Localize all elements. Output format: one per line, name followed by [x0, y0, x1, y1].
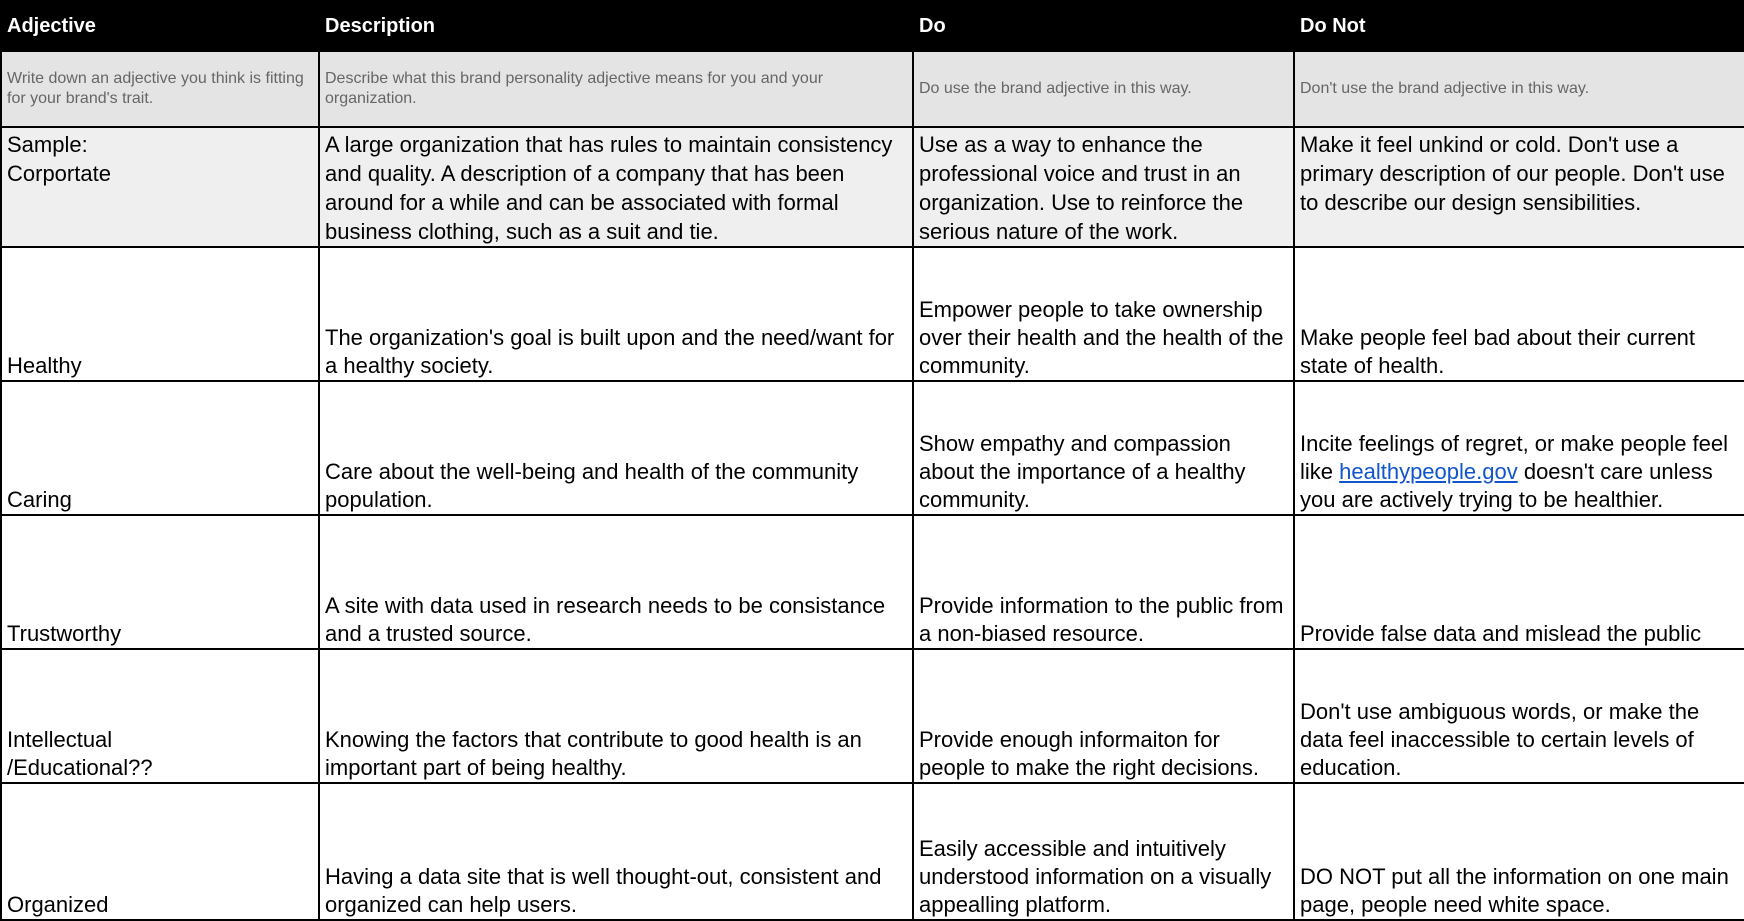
sample-description[interactable]: A large organization that has rules to maintain consistency and quality. A description of a company that has been around for a while and can be associated with formal business clothing, such as a suit and tie. — [319, 127, 913, 247]
do-cell[interactable]: Provide information to the public from a non-biased resource. — [913, 515, 1294, 649]
sample-do-not[interactable]: Make it feel unkind or cold. Don't use a primary description of our people. Don't use to describe our design sensibilities. — [1294, 127, 1744, 247]
description-cell[interactable]: Care about the well-being and health of the community population. — [319, 381, 913, 515]
do-not-cell[interactable]: Don't use ambiguous words, or make the data feel inaccessible to certain levels of education. — [1294, 649, 1744, 783]
do-cell[interactable]: Empower people to take ownership over their health and the health of the community. — [913, 247, 1294, 381]
table-row — [1, 649, 1744, 783]
header-row — [1, 1, 1744, 51]
table-row — [1, 247, 1744, 381]
adjective-line-1: Intellectual — [7, 727, 113, 752]
description-cell[interactable]: Knowing the factors that contribute to good health is an important part of being healthy. — [319, 649, 913, 783]
adjective-cell[interactable] — [1, 649, 319, 783]
adjective-cell[interactable]: Organized — [1, 783, 319, 920]
do-not-cell[interactable]: DO NOT put all the information on one main page, people need white space. — [1294, 783, 1744, 920]
do-not-text-after: doesn't care unless you are actively trying to be healthier. — [1300, 459, 1713, 512]
sample-adjective: Corportate — [7, 161, 111, 186]
header-do[interactable]: Do — [913, 1, 1294, 51]
header-description[interactable]: Description — [319, 1, 913, 51]
do-cell[interactable]: Show empathy and compassion about the importance of a healthy community. — [913, 381, 1294, 515]
table-row — [1, 515, 1744, 649]
help-do[interactable]: Do use the brand adjective in this way. — [913, 51, 1294, 127]
healthypeople-link[interactable]: healthypeople.gov — [1339, 459, 1518, 484]
adjective-cell[interactable]: Caring — [1, 381, 319, 515]
table-row — [1, 783, 1744, 920]
do-not-cell[interactable] — [1294, 381, 1744, 515]
sample-do[interactable]: Use as a way to enhance the professional voice and trust in an organization. Use to reinforce the serious nature of the work. — [913, 127, 1294, 247]
help-do-not[interactable]: Don't use the brand adjective in this way. — [1294, 51, 1744, 127]
adjective-cell[interactable]: Healthy — [1, 247, 319, 381]
description-cell[interactable]: The organization's goal is built upon and the need/want for a healthy society. — [319, 247, 913, 381]
do-cell[interactable]: Easily accessible and intuitively understood information on a visually appealling platform. — [913, 783, 1294, 920]
instruction-row — [1, 51, 1744, 127]
help-adjective[interactable]: Write down an adjective you think is fitting for your brand's trait. — [1, 51, 319, 127]
help-description[interactable]: Describe what this brand personality adjective means for you and your organization. — [319, 51, 913, 127]
table-row — [1, 381, 1744, 515]
header-do-not[interactable]: Do Not — [1294, 1, 1744, 51]
description-cell[interactable]: Having a data site that is well thought-out, consistent and organized can help users. — [319, 783, 913, 920]
description-cell[interactable]: A site with data used in research needs to be consistance and a trusted source. — [319, 515, 913, 649]
do-not-cell[interactable]: Make people feel bad about their current state of health. — [1294, 247, 1744, 381]
adjective-cell[interactable]: Trustworthy — [1, 515, 319, 649]
do-cell[interactable]: Provide enough informaiton for people to make the right decisions. — [913, 649, 1294, 783]
sample-label: Sample: — [7, 132, 88, 157]
header-adjective[interactable]: Adjective — [1, 1, 319, 51]
sample-adjective-cell[interactable] — [1, 127, 319, 247]
adjective-line-2: /Educational?? — [7, 755, 153, 780]
sample-row — [1, 127, 1744, 247]
do-not-text-before: Incite feelings of regret, or make people feel like — [1300, 431, 1729, 484]
do-not-cell[interactable]: Provide false data and mislead the public — [1294, 515, 1744, 649]
